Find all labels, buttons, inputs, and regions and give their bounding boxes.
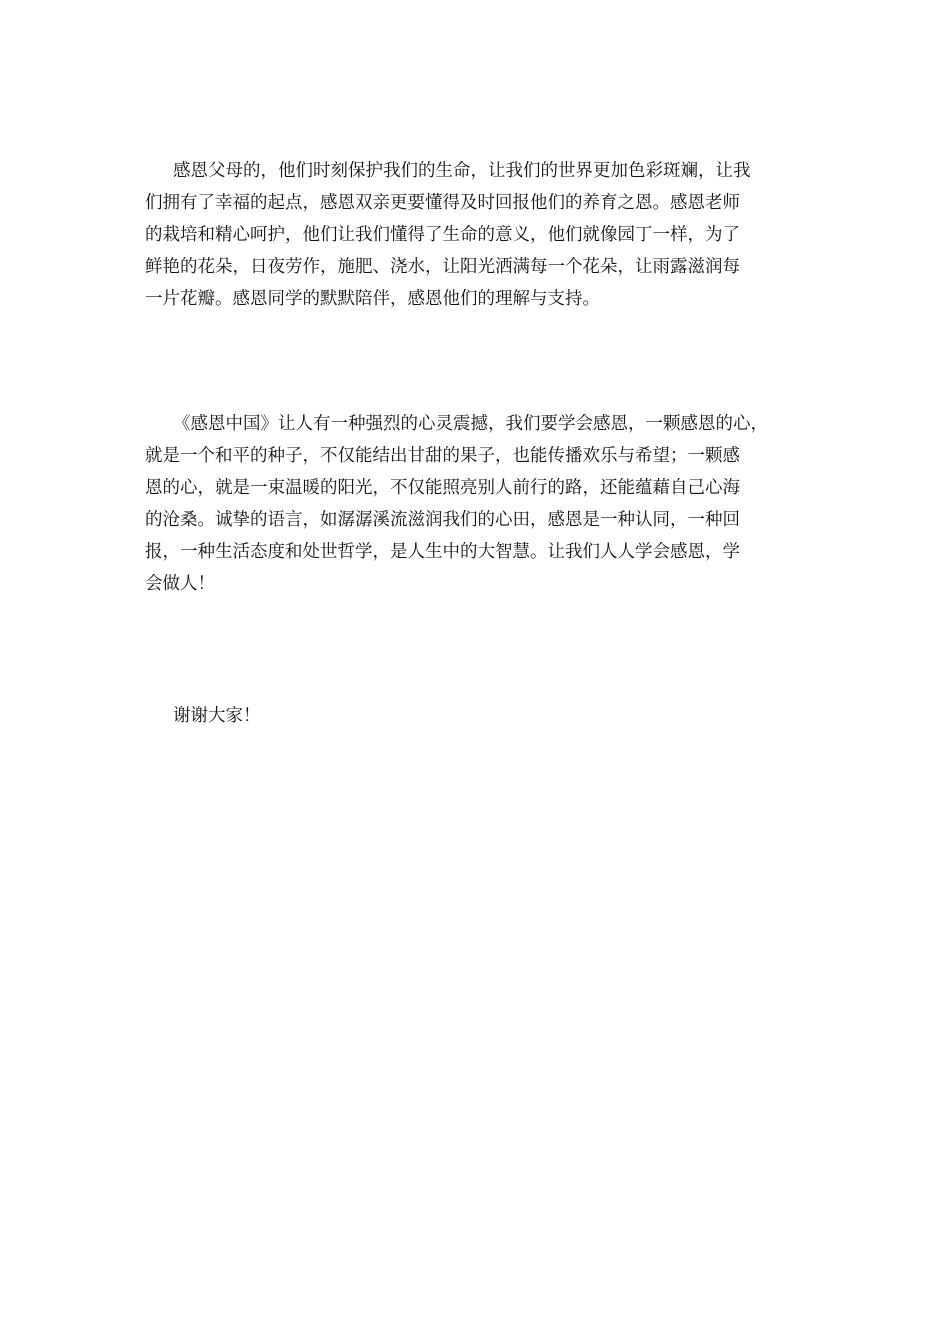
paragraph-line: 就是一个和平的种子，不仅能结出甘甜的果子，也能传播欢乐与希望；一颗感	[145, 446, 740, 466]
paragraph-line: 会做人！	[145, 574, 215, 594]
paragraph-closing-thanks	[145, 700, 825, 732]
paragraph-gratitude-parents-teachers	[145, 155, 825, 315]
paragraph-line: 的栽培和精心呵护，他们让我们懂得了生命的意义，他们就像园丁一样，为了	[145, 225, 740, 245]
paragraph-line: 谢谢大家！	[173, 706, 261, 726]
paragraph-line: 恩的心，就是一束温暖的阳光，不仅能照亮别人前行的路，还能蕴藉自己心海	[145, 478, 740, 498]
paragraph-line: 一片花瓣。感恩同学的默默陪伴，感恩他们的理解与支持。	[145, 289, 600, 309]
paragraph-line: 鲜艳的花朵，日夜劳作，施肥、浇水，让阳光洒满每一个花朵，让雨露滋润每	[145, 257, 740, 277]
paragraph-line: 的沧桑。诚挚的语言，如潺潺溪流滋润我们的心田，感恩是一种认同，一种回	[145, 510, 740, 530]
paragraph-line: 报，一种生活态度和处世哲学，是人生中的大智慧。让我们人人学会感恩，学	[145, 542, 740, 562]
paragraph-line: 感恩父母的，他们时刻保护我们的生命，让我们的世界更加色彩斑斓，让我	[173, 161, 751, 181]
paragraph-gratitude-china	[145, 408, 825, 600]
paragraph-line: 们拥有了幸福的起点，感恩双亲更要懂得及时回报他们的养育之恩。感恩老师	[145, 193, 740, 213]
paragraph-line: 《感恩中国》让人有一种强烈的心灵震撼，我们要学会感恩，一颗感恩的心，	[173, 414, 768, 434]
